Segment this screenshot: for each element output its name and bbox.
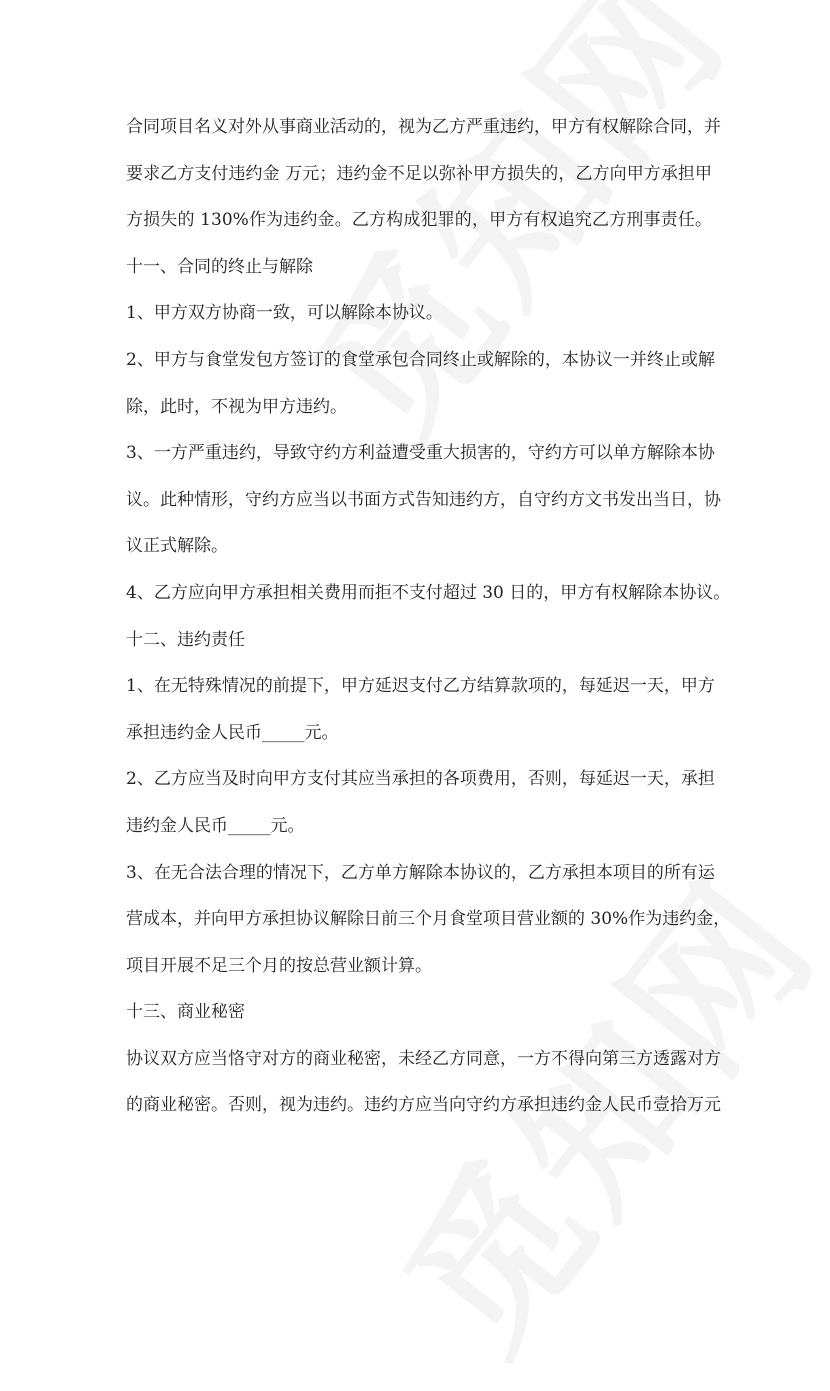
text-line: 项目开展不足三个月的按总营业额计算。 [126,955,432,976]
section-heading: 十一、合同的终止与解除 [126,256,313,277]
text-line: 2、甲方与食堂发包方签订的食堂承包合同终止或解除的，本协议一并终止或解 [126,349,715,370]
text-line: 1、在无特殊情况的前提下，甲方延迟支付乙方结算款项的，每延迟一天，甲方 [126,676,715,697]
document-body [126,104,731,1129]
text-line: 议正式解除。 [126,536,228,557]
section-heading: 十三、商业秘密 [126,1002,245,1023]
text-line: 4、乙方应向甲方承担相关费用而拒不支付超过 30 日的，甲方有权解除本协议。 [126,582,731,603]
text-line: 违约金人民币_____元。 [126,815,305,836]
section-heading: 十二、违约责任 [126,629,245,650]
text-line: 要求乙方支付违约金 万元；违约金不足以弥补甲方损失的，乙方向甲方承担甲 [126,163,712,184]
text-line: 方损失的 130%作为违约金。乙方构成犯罪的，甲方有权追究乙方刑事责任。 [126,210,712,231]
text-line: 3、一方严重违约，导致守约方利益遭受重大损害的，守约方可以单方解除本协 [126,443,715,464]
text-line: 承担违约金人民币_____元。 [126,722,339,743]
text-line: 营成本，并向甲方承担协议解除日前三个月食堂项目营业额的 30%作为违约金， [126,909,731,930]
text-line: 的商业秘密。否则，视为违约。违约方应当向守约方承担违约金人民币壹拾万元 [126,1095,721,1116]
text-line: 除，此时，不视为甲方违约。 [126,396,347,417]
text-line: 2、乙方应当及时向甲方支付其应当承担的各项费用，否则，每延迟一天，承担 [126,769,715,790]
text-line: 合同项目名义对外从事商业活动的，视为乙方严重违约，甲方有权解除合同，并 [126,117,721,137]
text-line: 协议双方应当恪守对方的商业秘密，未经乙方同意，一方不得向第三方透露对方 [126,1048,721,1069]
text-line: 3、在无合法合理的情况下，乙方单方解除本协议的，乙方承担本项目的所有运 [126,862,715,883]
text-line: 议。此种情形，守约方应当以书面方式告知违约方，自守约方文书发出当日，协 [126,489,721,510]
text-line: 1、甲方双方协商一致，可以解除本协议。 [126,303,443,324]
